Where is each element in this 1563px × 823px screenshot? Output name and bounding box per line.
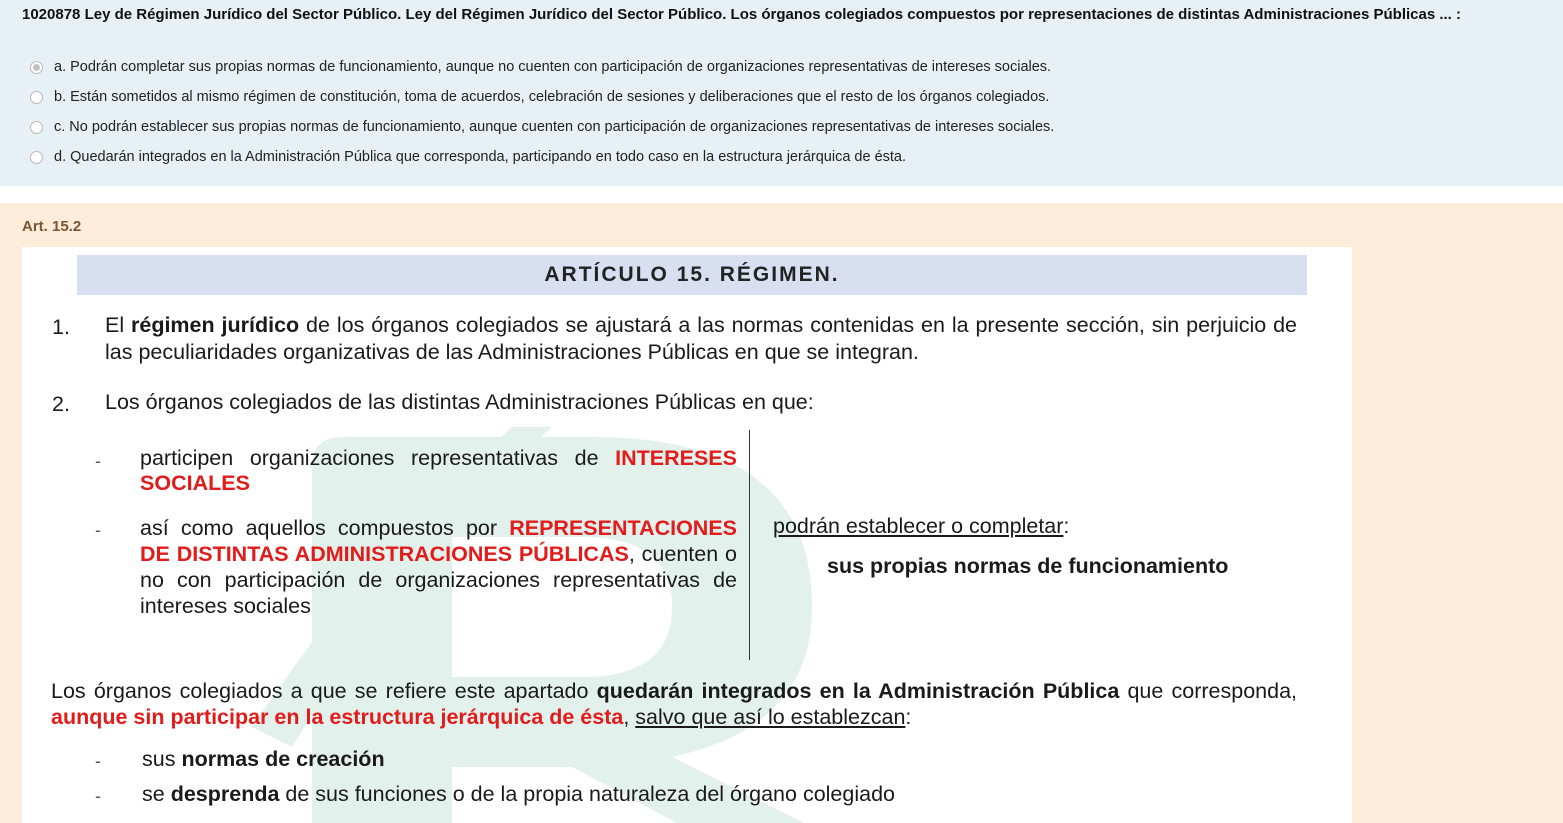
article-heading: ARTÍCULO 15. RÉGIMEN. — [77, 255, 1307, 295]
option-label: d. Quedarán integrados en la Administración Pública que corresponda, participando en todo caso en la estructura jerárquica de ésta. — [54, 149, 907, 165]
text: Los órganos colegiados a que se refiere este apartado — [51, 679, 597, 703]
radio-selected-icon[interactable] — [30, 61, 43, 74]
text: de los órganos colegiados se ajustará a las normas contenidas en la presente sección, sin perjuicio de las peculiaridades organizativas de las Administraciones Públicas en que se integran. — [105, 313, 1297, 364]
radio-icon[interactable] — [30, 91, 43, 104]
paragraph-2: Los órganos colegiados de las distintas Administraciones Públicas en que: — [105, 390, 814, 414]
text: participen organizaciones representativas de — [140, 446, 616, 470]
bold-text: quedarán integrados en la Administración Pública — [596, 679, 1120, 703]
text: : — [1063, 514, 1070, 538]
underlined-text: podrán establecer o completar — [773, 514, 1064, 538]
text: El — [105, 313, 131, 337]
bold-text: normas de creación — [181, 747, 385, 771]
text: que corresponda, — [1119, 679, 1298, 703]
question-panel — [0, 0, 1563, 186]
text: sus — [142, 747, 182, 771]
bullet-normas-creacion — [142, 746, 385, 773]
option-label: a. Podrán completar sus propias normas de funcionamiento, aunque no cuenten con participación de organizaciones representativas de intereses sociales. — [54, 59, 1052, 75]
text: se — [142, 782, 171, 806]
bullet-representaciones — [140, 515, 737, 619]
option-label: b. Están sometidos al mismo régimen de constitución, toma de acuerdos, celebración de sesiones y deliberaciones que el resto de los órganos colegiados. — [54, 89, 1050, 105]
option-d[interactable] — [30, 142, 1054, 172]
paragraph-number: 2. — [52, 392, 70, 416]
option-label: c. No podrán establecer sus propias normas de funcionamiento, aunque cuenten con participación de organizaciones representativas de intereses sociales. — [54, 119, 1055, 135]
text: , — [623, 705, 636, 729]
dash-bullet: - — [95, 451, 101, 471]
text: , cuenten o no con participación de organizaciones representativas de intereses sociales — [140, 542, 737, 618]
highlight-text: aunque sin participar en la estructura jerárquica de ésta — [51, 705, 624, 729]
bullet-intereses-sociales — [140, 446, 737, 496]
article-reference: Art. 15.2 — [22, 218, 82, 235]
bold-text: desprenda — [170, 782, 280, 806]
text: así como aquellos compuestos por — [140, 516, 510, 540]
paragraph-1 — [105, 312, 1297, 366]
vertical-divider — [749, 430, 750, 660]
option-c[interactable] — [30, 112, 1054, 142]
highlight-text: INTERESES SOCIALES — [140, 446, 737, 495]
bullet-desprenda — [142, 781, 895, 808]
right-heading — [773, 513, 1069, 540]
text: : — [905, 705, 912, 729]
right-bold-text: sus propias normas de funcionamiento — [827, 554, 1229, 578]
dash-bullet: - — [95, 751, 101, 771]
text: de sus funciones o de la propia naturaleza del órgano colegiado — [279, 782, 895, 806]
paragraph-3 — [51, 678, 1297, 730]
highlight-text: REPRESENTACIONES DE DISTINTAS ADMINISTRACIONES PÚBLICAS — [140, 516, 737, 566]
option-b[interactable] — [30, 82, 1054, 112]
article-image — [22, 247, 1352, 823]
option-a[interactable] — [30, 52, 1054, 82]
answer-explanation-panel — [0, 203, 1563, 823]
dash-bullet: - — [95, 520, 101, 540]
bold-text: régimen jurídico — [131, 313, 300, 337]
question-title: 1020878 Ley de Régimen Jurídico del Sector Público. Ley del Régimen Jurídico del Sector Público. Los órganos colegiados compuestos por representaciones de distintas Administraciones Públicas ... : — [22, 6, 1462, 23]
radio-icon[interactable] — [30, 151, 43, 164]
radio-icon[interactable] — [30, 121, 43, 134]
paragraph-number: 1. — [52, 315, 70, 339]
answer-options — [30, 52, 1054, 172]
underlined-text: salvo que así lo establezcan — [635, 705, 906, 729]
dash-bullet: - — [95, 786, 101, 806]
